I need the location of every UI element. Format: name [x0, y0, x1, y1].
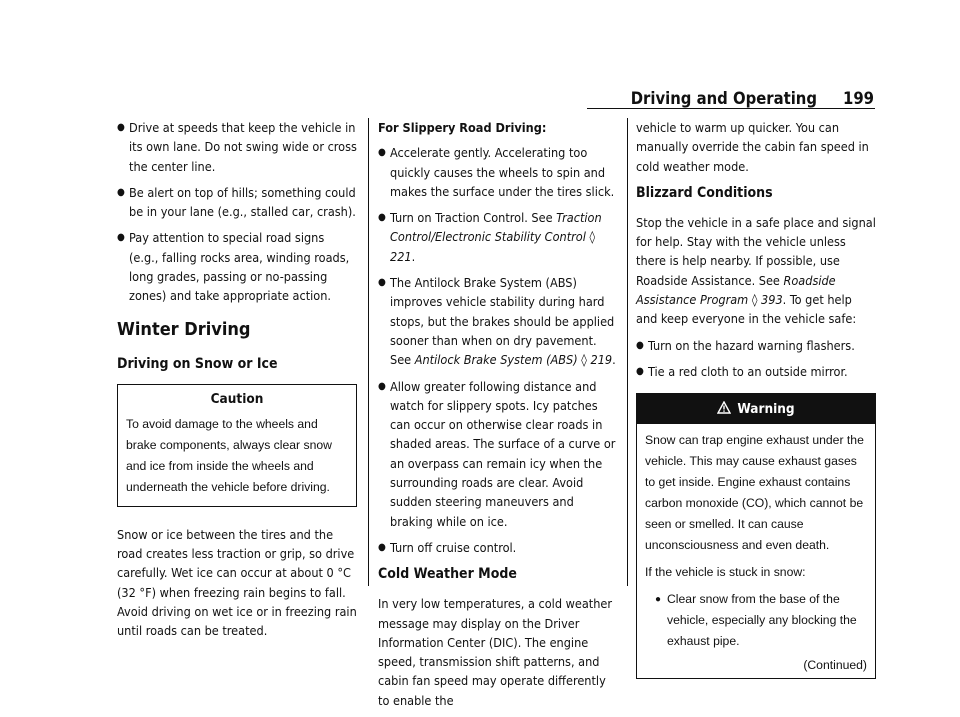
warning-triangle-icon — [717, 394, 731, 424]
page-ref-number[interactable]: 221 — [390, 248, 412, 264]
warning-text: Snow can trap engine exhaust under the vehicle. This may cause exhaust gases to get inside. Engine exhaust contains carbon monoxide (CO), which cannot be seen or smelled. It can cause unconsciousness and even death. — [645, 433, 864, 553]
bullet-dot: ● — [378, 277, 386, 289]
paragraph: vehicle to warm up quicker. You can manually override the cabin fan speed in cold weather mode. — [636, 120, 869, 174]
paragraph: Stop the vehicle in a safe place and signal for help. Stay with the vehicle unless there is help nearby. If possible, use Roadside Assistance. See Roadside Assistance Program ◊ 393. To get help and keep everyone in the vehicle safe: — [636, 214, 876, 327]
list-item: ● Be alert on top of hills; something could be in your lane (e.g., stalled car, crash). — [117, 183, 357, 222]
cross-reference-link[interactable]: Roadside Assistance Program — [636, 272, 836, 308]
bullet-dot: ● — [636, 339, 644, 351]
column-divider-1 — [368, 118, 369, 586]
continued-label: (Continued) — [803, 658, 867, 673]
bullet-dot: ● — [636, 365, 644, 377]
header-rule — [587, 108, 875, 109]
page-number: 199 — [843, 88, 874, 108]
cross-reference-link[interactable]: Traction Control/Electronic Stability Control — [390, 210, 602, 245]
page-ref-number[interactable]: 393 — [761, 292, 783, 308]
bullet-dot: ● — [378, 147, 386, 159]
caution-title: Caution — [210, 390, 264, 407]
list-item: ● Allow greater following distance and watch for slippery spots. Icy patches can occur on otherwise clear roads in shaded areas. The surface of a curve or an overpass can remain icy when the surrounding roads are clear. Avoid sudden steering maneuvers and braking while on ice. — [378, 377, 618, 531]
subsection-heading: Driving on Snow or Ice — [117, 355, 278, 372]
column-2 — [378, 118, 618, 717]
caution-box — [117, 384, 357, 507]
warning-stuck: If the vehicle is stuck in snow: — [645, 565, 806, 580]
column-divider-2 — [627, 118, 628, 586]
list-item: ● Turn on Traction Control. See Traction Control/Electronic Stability Control ◊ 221. — [378, 208, 618, 266]
list-item: ● Accelerate gently. Accelerating too quickly causes the wheels to spin and makes the surface under the tires slick. — [378, 143, 618, 201]
bullet-dot: ● — [655, 594, 662, 606]
paragraph: Snow or ice between the tires and the road creates less traction or grip, so drive carefully. Wet ice can occur at about 0 °C (32 °F) when freezing rain begins to fall. Avoid driving on wet ice or in freezing rain until roads can be treated. — [117, 526, 357, 639]
page-header — [631, 82, 874, 108]
paragraph: In very low temperatures, a cold weather message may display on the Driver Information Center (DIC). The engine speed, transmission shift patterns, and cabin fan speed may operate differently to enable the — [378, 596, 613, 708]
warning-box — [636, 393, 876, 679]
list-item: ● Turn off cruise control. — [378, 538, 618, 557]
bullet-dot: ● — [378, 380, 386, 392]
list-item: ● Turn on the hazard warning flashers. — [636, 336, 876, 355]
list-item: ● Pay attention to special road signs (e.g., falling rocks area, winding roads, long grades, passing or no-passing zones) and take appropriate action. — [117, 228, 357, 305]
bullet-dot: ● — [117, 186, 125, 198]
bullet-dot: ● — [378, 212, 386, 224]
column-3 — [636, 118, 876, 679]
page-ref-icon: ◊ — [581, 352, 587, 368]
page-ref-number[interactable]: 219 — [590, 352, 613, 368]
list-item: ● Tie a red cloth to an outside mirror. — [636, 362, 876, 381]
list-item: ● Clear snow from the base of the vehicle, especially any blocking the exhaust pipe. — [655, 589, 867, 652]
subsection-heading: Cold Weather Mode — [378, 566, 517, 583]
list-item: ● The Antilock Brake System (ABS) improves vehicle stability during hard stops, but the brakes should be applied sooner than when on dry pavement. See Antilock Brake System (ABS) ◊ 219. — [378, 273, 618, 369]
bullet-dot: ● — [117, 122, 125, 133]
page-ref-icon: ◊ — [589, 229, 596, 245]
warning-titlebar — [637, 394, 875, 424]
section-heading: Winter Driving — [117, 318, 251, 340]
column-1 — [117, 118, 357, 647]
page-ref-icon: ◊ — [751, 292, 758, 308]
cross-reference-link[interactable]: Antilock Brake System (ABS) — [414, 352, 578, 368]
caution-text: To avoid damage to the wheels and brake components, always clear snow and ice from inside the wheels and underneath the vehicle before driving. — [126, 416, 332, 494]
subsection-heading: Blizzard Conditions — [636, 184, 773, 201]
section-title: Driving and Operating — [630, 88, 817, 108]
warning-title: Warning — [737, 401, 795, 418]
bullet-dot: ● — [378, 541, 386, 553]
subheading: For Slippery Road Driving: — [378, 120, 547, 135]
bullet-dot: ● — [117, 232, 125, 244]
list-item: ● Drive at speeds that keep the vehicle in its own lane. Do not swing wide or cross the center line. — [117, 118, 357, 176]
